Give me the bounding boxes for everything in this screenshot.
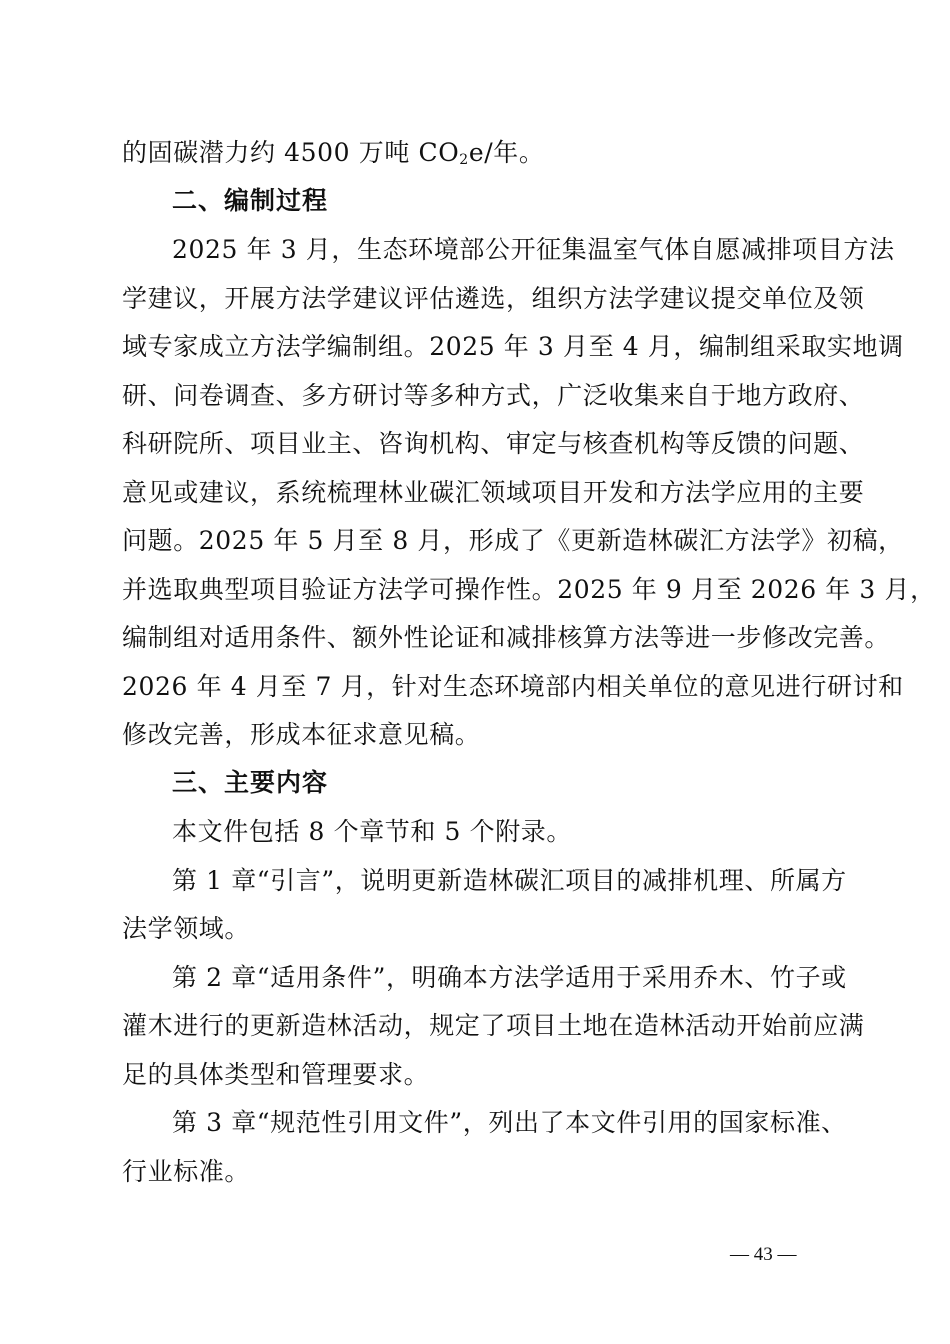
paragraph-line: 编制组对适用条件、额外性论证和减排核算方法等进一步修改完善。: [122, 623, 891, 652]
paragraph-line: 2026 年 4 月至 7 月，针对生态环境部内相关单位的意见进行研讨和: [122, 672, 904, 701]
section-heading-compilation-process: 二、编制过程: [172, 186, 329, 215]
page-number: — 43 —: [730, 1244, 797, 1265]
paragraph-line: 研、问卷调查、多方研讨等多种方式，广泛收集来自于地方政府、: [122, 381, 865, 410]
paragraph-line: 足的具体类型和管理要求。: [122, 1060, 430, 1089]
subscript-2: 2: [459, 152, 469, 168]
paragraph-line: 灌木进行的更新造林活动，规定了项目土地在造林活动开始前应满: [122, 1011, 865, 1040]
paragraph-line-chapter-1: 第 1 章“引言”，说明更新造林碳汇项目的减排机理、所属方: [172, 866, 847, 895]
paragraph-line-carbon-potential: 的固碳潜力约 4500 万吨 $CO_2e/$年。: [122, 138, 545, 168]
paragraph-line: 并选取典型项目验证方法学可操作性。2025 年 9 月至 2026 年 3 月，: [122, 575, 936, 604]
paragraph-line: 2025 年 3 月，生态环境部公开征集温室气体自愿减排项目方法: [172, 235, 895, 264]
paragraph-line-chapter-2: 第 2 章“适用条件”，明确本方法学适用于采用乔木、竹子或: [172, 963, 847, 992]
paragraph-line: 域专家成立方法学编制组。2025 年 3 月至 4 月，编制组采取实地调: [122, 332, 904, 361]
paragraph-line: 修改完善，形成本征求意见稿。: [122, 720, 481, 749]
paragraph-line: 学建议，开展方法学建议评估遴选，组织方法学建议提交单位及领: [122, 284, 865, 313]
paragraph-line: 本文件包括 8 个章节和 5 个附录。: [172, 817, 572, 846]
paragraph-line-chapter-3: 第 3 章“规范性引用文件”，列出了本文件引用的国家标准、: [172, 1108, 847, 1137]
paragraph-line: 问题。2025 年 5 月至 8 月，形成了《更新造林碳汇方法学》初稿，: [122, 526, 904, 555]
paragraph-line: 行业标准。: [122, 1157, 251, 1186]
paragraph-line: 法学领域。: [122, 914, 251, 943]
paragraph-line: 科研院所、项目业主、咨询机构、审定与核查机构等反馈的问题、: [122, 429, 865, 458]
section-heading-main-content: 三、主要内容: [172, 768, 329, 797]
paragraph-line: 意见或建议，系统梳理林业碳汇领域项目开发和方法学应用的主要: [122, 478, 865, 507]
